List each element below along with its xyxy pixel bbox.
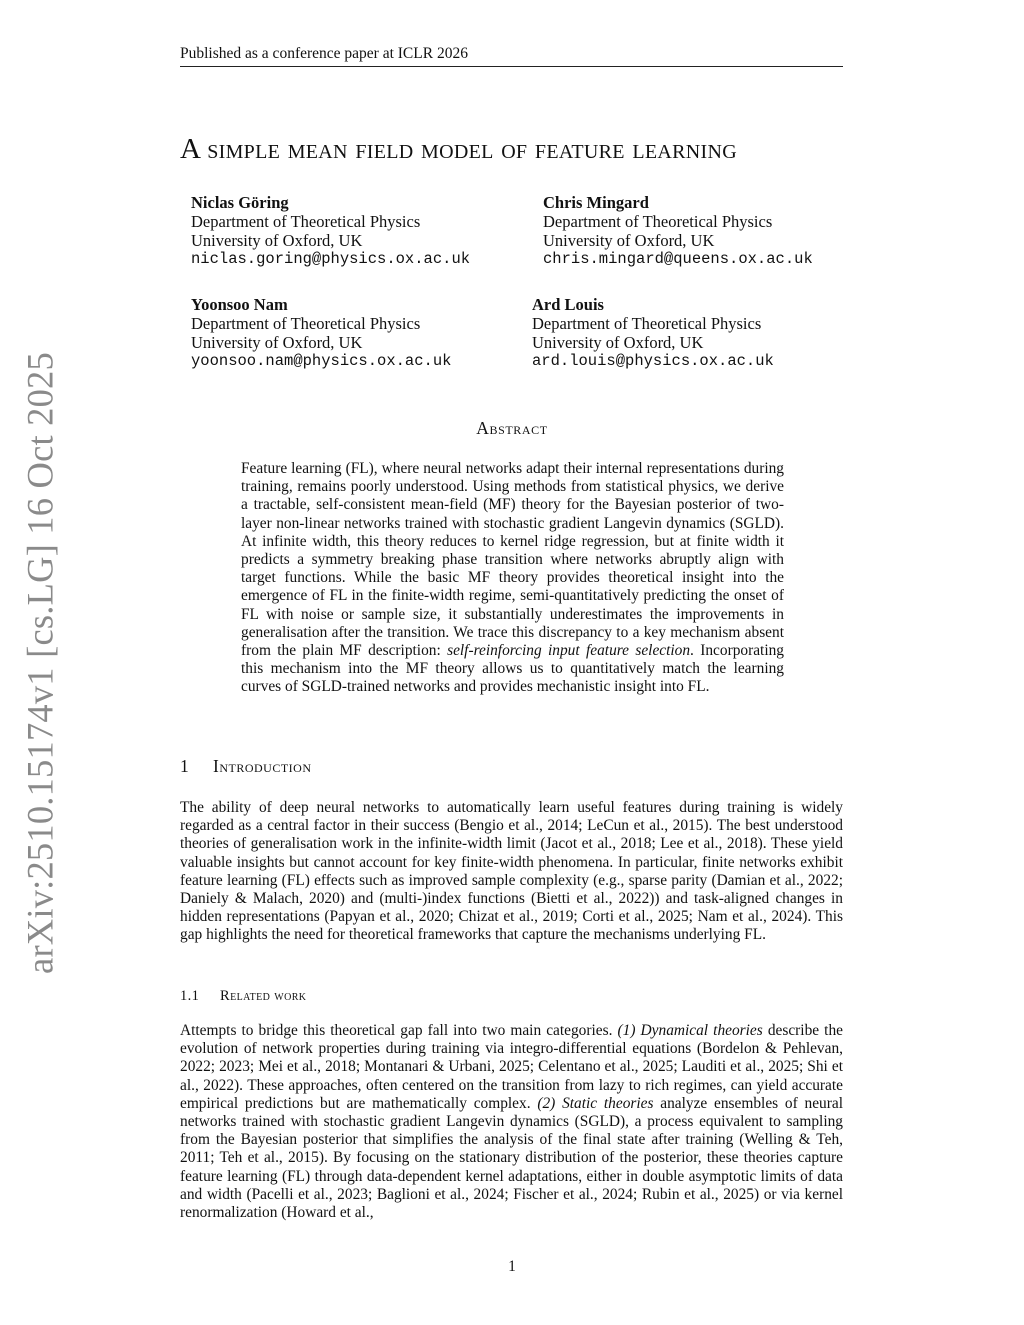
author-affiliation: University of Oxford, UK [191,231,363,250]
section-title: Introduction [213,756,312,776]
abstract-emphasis: self-reinforcing input feature selection [447,642,691,660]
subsection-number: 1.1 [180,988,200,1004]
author-department: Department of Theoretical Physics [191,314,421,333]
author-affiliation: University of Oxford, UK [191,333,363,352]
author-department: Department of Theoretical Physics [532,314,762,333]
section-number: 1 [180,756,190,776]
author-affiliation: University of Oxford, UK [543,231,715,250]
arxiv-identifier-stamp: arXiv:2510.15174v1 [cs.LG] 16 Oct 2025 [19,352,61,974]
running-header: Published as a conference paper at ICLR 2026 [180,45,843,67]
author-block [191,295,451,371]
subsection-heading-related-work [180,988,306,1005]
paper-title [180,132,860,166]
title-initial: A [180,133,200,165]
abstract-heading: Abstract [476,418,548,438]
related-work-emphasis: (2) Static theories [537,1094,654,1112]
author-department: Department of Theoretical Physics [543,212,773,231]
title-rest: simple mean field model of feature learning [207,133,737,165]
author-department: Department of Theoretical Physics [191,212,421,231]
author-email: yoonsoo.nam@physics.ox.ac.uk [191,352,452,370]
author-name: Ard Louis [532,295,604,314]
author-name: Yoonsoo Nam [191,295,288,314]
abstract-text-part: . Incorporating this mechanism into the MF theory allows us to quantitatively match the learning curves of SGLD-trained networks and provides mechanistic insight into FL. [241,642,784,696]
abstract-text [241,460,784,697]
author-email: ard.louis@physics.ox.ac.uk [532,352,774,370]
related-work-text: Attempts to bridge this theoretical gap fall into two main categories. [180,1022,618,1039]
section-heading-introduction [180,756,312,777]
abstract-text-part: Feature learning (FL), where neural networks adapt their internal representations during training, remains poorly understood. Using methods from statistical physics, we derive a tractable, self-consistent mean-field (MF) theory for the Bayesian posterior of two-layer non-linear networks trained with stochastic gradient Langevin dynamics (SGLD). At infinite width, this theory reduces to kernel ridge regression, but at finite width it predicts a symmetry breaking phase transition where networks abruptly align with target functions. While the basic MF theory provides theoretical insight into the emergence of FL in the finite-width regime, semi-quantitatively predicting the onset of FL with noise or sample size, it substantially underestimates the improvements in generalisation after the transition. We trace this discrepancy to a key mechanism absent from the plain MF description: [241,460,784,660]
author-affiliation: University of Oxford, UK [532,333,704,352]
page-number: 1 [508,1258,516,1275]
author-name: Chris Mingard [543,193,649,212]
related-work-text: describe the evolution of network properties during training via integro-differential equations (Bordelon & Pehlevan, 2022; 2023; Mei et al., 2018; Montanari & Urbani, 2025; Celentano et al., 2025; Lauditi et al., 2025; Shi et al., 2022). These approaches, often centered on the transition from lazy to rich regimes, can yield accurate empirical predictions but are mathematically complex. [180,1022,843,1112]
author-block [191,193,470,269]
author-name: Niclas Göring [191,193,289,212]
related-work-paragraph [180,1022,843,1222]
subsection-title: Related work [220,988,307,1004]
related-work-emphasis: (1) Dynamical theories [617,1022,763,1039]
introduction-paragraph: The ability of deep neural networks to automatically learn useful features during training is widely regarded as a central factor in their success (Bengio et al., 2014; LeCun et al., 2015). The best understood theories of generalisation work in the infinite-width limit (Jacot et al., 2018; Lee et al., 2018). These yield valuable insights but cannot account for key finite-width phenomena. In particular, finite networks exhibit feature learning (FL) effects such as improved sample complexity (e.g., sparse parity (Damian et al., 2022; Daniely & Malach, 2020) and (multi-)index functions (Bietti et al., 2022)) and task-aligned changes in hidden representations (Papyan et al., 2020; Chizat et al., 2019; Corti et al., 2025; Nam et al., 2024). This gap highlights the need for theoretical frameworks that capture the mechanisms underlying FL. [180,799,843,944]
author-email: chris.mingard@queens.ox.ac.uk [543,250,813,268]
author-block [532,295,774,371]
author-email: niclas.goring@physics.ox.ac.uk [191,250,471,268]
author-block [543,193,813,269]
related-work-text: analyze ensembles of neural networks trained with stochastic gradient Langevin dynamics (SGLD), a process equivalent to sampling from the Bayesian posterior that simplifies the analysis of the final state after training (Welling & Teh, 2011; Teh et al., 2015). By focusing on the stationary distribution of the posterior, these theories capture feature learning (FL) through data-dependent kernel adaptations, either in double asymptotic limits of data and width (Pacelli et al., 2023; Baglioni et al., 2024; Fischer et al., 2024; Rubin et al., 2025) or via kernel renormalization (Howard et al., [180,1094,843,1222]
